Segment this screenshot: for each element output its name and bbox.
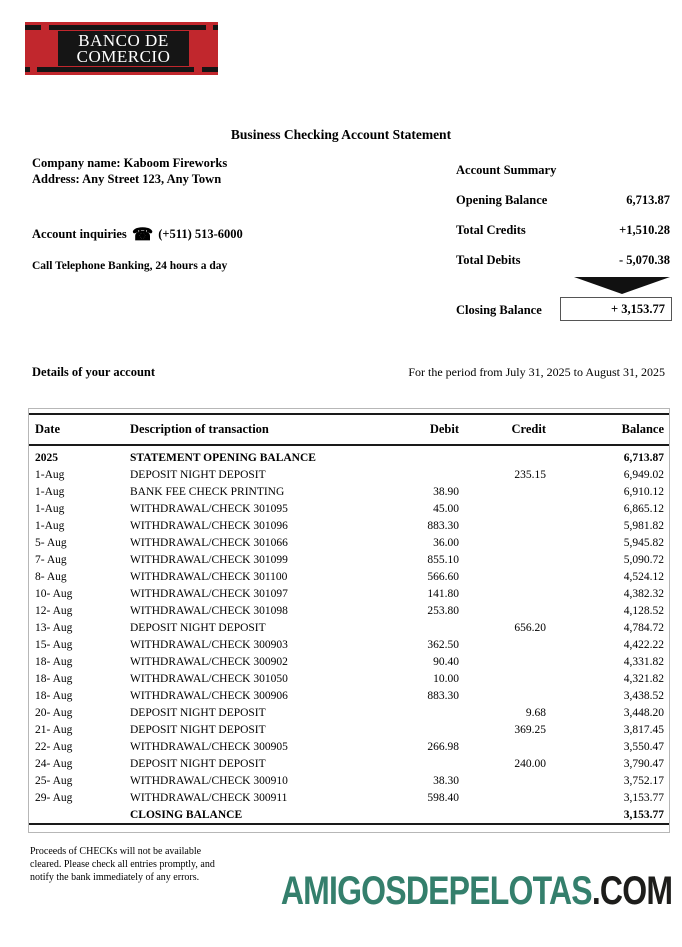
cell-balance: 4,331.82 (623, 655, 664, 668)
watermark-logo (281, 869, 672, 914)
cell-debit: 566.60 (427, 570, 459, 583)
table-row (29, 500, 669, 517)
cell-description: STATEMENT OPENING BALANCE (130, 451, 316, 464)
cell-description: WITHDRAWAL/CHECK 301100 (130, 570, 288, 583)
table-header-row (29, 414, 669, 445)
cell-credit: 240.00 (514, 757, 546, 770)
cell-balance: 5,090.72 (623, 553, 664, 566)
cell-description: DEPOSIT NIGHT DEPOSIT (130, 706, 266, 719)
cell-credit (464, 500, 551, 517)
cell-description: WITHDRAWAL/CHECK 301099 (130, 553, 288, 566)
cell-debit: 883.30 (427, 689, 459, 702)
cell-date: 1-Aug (35, 485, 65, 498)
cell-date: 18- Aug (35, 689, 73, 702)
cell-balance: 4,422.22 (623, 638, 664, 651)
cell-description: WITHDRAWAL/CHECK 300905 (130, 740, 288, 753)
cell-balance: 6,949.02 (623, 468, 664, 481)
company-address-line: Address: Any Street 123, Any Town (32, 172, 222, 186)
cell-date: 10- Aug (35, 587, 73, 600)
transactions-table (28, 408, 670, 833)
cell-description: WITHDRAWAL/CHECK 300910 (130, 774, 288, 787)
cell-description: CLOSING BALANCE (124, 806, 374, 824)
cell-debit: 266.98 (427, 740, 459, 753)
summary-value: - 5,070.38 (618, 253, 670, 267)
cell-debit: 141.80 (427, 587, 459, 600)
cell-date: 15- Aug (35, 638, 73, 651)
cell-description: BANK FEE CHECK PRINTING (130, 485, 285, 498)
phone-number: (+511) 513-6000 (158, 227, 243, 241)
table-row (29, 483, 669, 500)
cell-date: 8- Aug (35, 570, 67, 583)
table-row (29, 738, 669, 755)
footer-note (30, 845, 270, 884)
transactions-body (29, 445, 669, 824)
cell-credit: 656.20 (514, 621, 546, 634)
cell-balance: 4,321.82 (623, 672, 664, 685)
cell-date: 1-Aug (35, 519, 65, 532)
cell-description: WITHDRAWAL/CHECK 301098 (130, 604, 288, 617)
header-credit: Credit (464, 414, 551, 445)
cell-credit (464, 483, 551, 500)
cell-date: 20- Aug (35, 706, 73, 719)
table-row (29, 772, 669, 789)
cell-debit (374, 466, 464, 483)
cell-credit (464, 738, 551, 755)
cell-debit: 36.00 (433, 536, 459, 549)
cell-balance: 3,550.47 (623, 740, 664, 753)
cell-debit (374, 806, 464, 824)
table-row (29, 704, 669, 721)
cell-balance: 3,790.47 (623, 757, 664, 770)
summary-row-opening-balance (456, 192, 670, 208)
cell-date: 24- Aug (35, 757, 73, 770)
cell-description: WITHDRAWAL/CHECK 300906 (130, 689, 288, 702)
watermark-suffix: .COM (591, 869, 672, 913)
table-row (29, 619, 669, 636)
cell-balance: 4,128.52 (623, 604, 664, 617)
table-row (29, 687, 669, 704)
cell-balance: 6,713.87 (623, 451, 664, 464)
cell-description: WITHDRAWAL/CHECK 301096 (130, 519, 288, 532)
cell-credit (464, 585, 551, 602)
cell-date: 1-Aug (35, 468, 65, 481)
table-row (29, 670, 669, 687)
summary-row-total-credits (456, 222, 670, 238)
table-row (29, 653, 669, 670)
cell-balance: 4,524.12 (623, 570, 664, 583)
table-row (29, 755, 669, 772)
cell-debit (374, 721, 464, 738)
cell-credit (464, 806, 551, 824)
header-date: Date (29, 414, 124, 445)
cell-description: WITHDRAWAL/CHECK 300902 (130, 655, 288, 668)
cell-balance: 6,865.12 (623, 502, 664, 515)
cell-credit (464, 687, 551, 704)
cell-balance: 3,153.77 (551, 806, 669, 824)
summary-label: Total Debits (456, 253, 521, 267)
cell-date: 1-Aug (35, 502, 65, 515)
table-row (29, 517, 669, 534)
cell-debit: 253.80 (427, 604, 459, 617)
cell-date: 12- Aug (35, 604, 73, 617)
company-name-line: Company name: Kaboom Fireworks (32, 156, 228, 170)
cell-balance: 3,752.17 (623, 774, 664, 787)
cell-credit (464, 789, 551, 806)
cell-date: 18- Aug (35, 672, 73, 685)
footer-note-line: notify the bank immediately of any errors. (30, 872, 200, 883)
table-row (29, 534, 669, 551)
cell-credit (464, 653, 551, 670)
logo-stripe-top (25, 25, 218, 30)
cell-date: 7- Aug (35, 553, 67, 566)
page-title: Business Checking Account Statement (230, 127, 452, 142)
cell-description: DEPOSIT NIGHT DEPOSIT (130, 468, 266, 481)
table-row (29, 721, 669, 738)
cell-description: WITHDRAWAL/CHECK 301050 (130, 672, 288, 685)
table-row (29, 445, 669, 466)
cell-credit (464, 517, 551, 534)
statement-period: For the period from July 31, 2025 to August 31, 2025 (408, 365, 665, 379)
cell-date: 29- Aug (35, 791, 73, 804)
cell-balance: 4,382.32 (623, 587, 664, 600)
cell-description: WITHDRAWAL/CHECK 300911 (130, 791, 288, 804)
bank-logo-text (58, 31, 189, 66)
details-heading: Details of your account (32, 365, 156, 379)
watermark-main: AMIGOSDEPELOTAS (280, 869, 592, 913)
cell-date: 25- Aug (35, 774, 73, 787)
bank-logo (25, 22, 218, 75)
cell-description: WITHDRAWAL/CHECK 300903 (130, 638, 288, 651)
table-row (29, 466, 669, 483)
table-row (29, 789, 669, 806)
cell-date: 21- Aug (35, 723, 73, 736)
cell-credit: 9.68 (525, 706, 546, 719)
cell-description: WITHDRAWAL/CHECK 301095 (130, 502, 288, 515)
telephone-icon: ☎ (131, 225, 154, 244)
cell-description: DEPOSIT NIGHT DEPOSIT (130, 621, 266, 634)
cell-debit (374, 445, 464, 466)
summary-row-total-debits (456, 252, 670, 268)
table-row (29, 568, 669, 585)
cell-debit: 38.30 (433, 774, 459, 787)
cell-description: WITHDRAWAL/CHECK 301097 (130, 587, 288, 600)
cell-description: DEPOSIT NIGHT DEPOSIT (130, 757, 266, 770)
table-row (29, 602, 669, 619)
cell-credit (464, 772, 551, 789)
cell-description: WITHDRAWAL/CHECK 301066 (130, 536, 288, 549)
cell-debit: 10.00 (433, 672, 459, 685)
cell-credit (464, 602, 551, 619)
account-summary-heading: Account Summary (456, 163, 557, 177)
cell-date: 13- Aug (35, 621, 73, 634)
summary-label: Opening Balance (456, 193, 548, 207)
footer-note-line: cleared. Please check all entries promptly, and (30, 859, 215, 870)
cell-debit (374, 755, 464, 772)
cell-credit (464, 445, 551, 466)
cell-balance: 3,817.45 (623, 723, 664, 736)
cell-date: 2025 (35, 451, 58, 464)
header-description: Description of transaction (124, 414, 374, 445)
cell-credit (464, 534, 551, 551)
cell-debit: 883.30 (427, 519, 459, 532)
account-summary (456, 163, 670, 282)
account-inquiries-line (32, 225, 243, 245)
cell-balance: 5,981.82 (623, 519, 664, 532)
cell-date: 22- Aug (35, 740, 73, 753)
account-inquiries-label: Account inquiries (32, 227, 127, 241)
cell-debit (374, 704, 464, 721)
cell-balance: 3,448.20 (623, 706, 664, 719)
cell-debit: 90.40 (433, 655, 459, 668)
closing-balance-label: Closing Balance (456, 303, 542, 317)
company-info (32, 155, 227, 187)
logo-stripe-bottom (25, 67, 218, 72)
cell-credit: 235.15 (514, 468, 546, 481)
table-row (29, 636, 669, 653)
closing-balance-value: + 3,153.77 (560, 297, 672, 321)
arrow-down-icon (574, 277, 670, 294)
table-row (29, 551, 669, 568)
cell-description: DEPOSIT NIGHT DEPOSIT (130, 723, 266, 736)
cell-credit: 369.25 (514, 723, 546, 736)
cell-credit (464, 670, 551, 687)
cell-date: 18- Aug (35, 655, 73, 668)
logo-line-2: COMERCIO (76, 46, 171, 66)
cell-balance: 4,784.72 (623, 621, 664, 634)
logo-line-1: BANCO DE (78, 30, 169, 50)
cell-credit (464, 636, 551, 653)
cell-debit (374, 619, 464, 636)
cell-debit: 362.50 (427, 638, 459, 651)
table-row (29, 806, 669, 824)
footer-note-line: Proceeds of CHECKs will not be available (30, 846, 202, 857)
table-row (29, 585, 669, 602)
cell-balance: 3,438.52 (623, 689, 664, 702)
summary-value: +1,510.28 (619, 223, 670, 237)
cell-debit: 598.40 (427, 791, 459, 804)
cell-date (29, 806, 124, 824)
cell-credit (464, 568, 551, 585)
cell-balance: 5,945.82 (623, 536, 664, 549)
summary-value: 6,713.87 (626, 193, 670, 207)
cell-balance: 6,910.12 (623, 485, 664, 498)
header-balance: Balance (551, 414, 669, 445)
cell-debit: 45.00 (433, 502, 459, 515)
cell-credit (464, 551, 551, 568)
cell-debit: 38.90 (433, 485, 459, 498)
header-debit: Debit (374, 414, 464, 445)
cell-date: 5- Aug (35, 536, 67, 549)
cell-balance: 3,153.77 (623, 791, 664, 804)
telephone-banking-line: Call Telephone Banking, 24 hours a day (32, 260, 228, 272)
cell-debit: 855.10 (427, 553, 459, 566)
summary-label: Total Credits (456, 223, 526, 237)
